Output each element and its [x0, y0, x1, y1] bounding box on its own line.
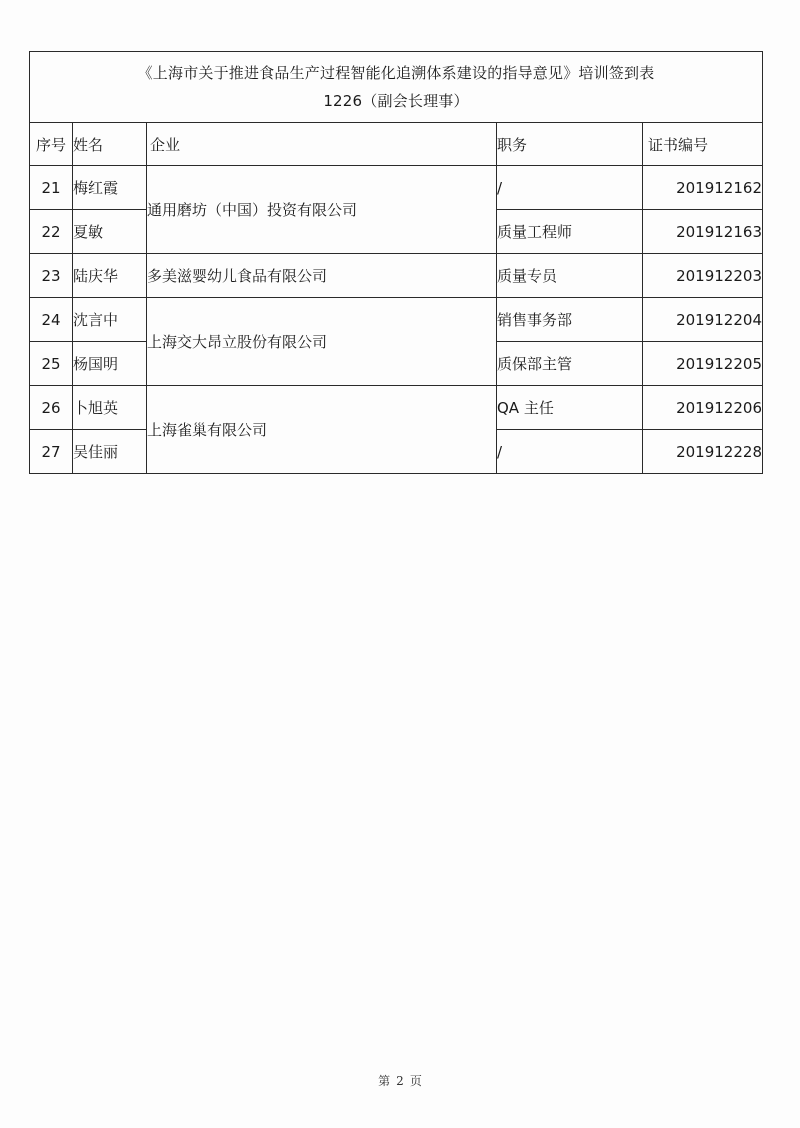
title-line-2: 1226（副会长理事）: [323, 92, 469, 110]
row-company: 多美滋婴幼儿食品有限公司: [147, 254, 497, 298]
row-duty: 质量工程师: [497, 210, 643, 254]
table-row: [30, 166, 763, 210]
row-cert: 201912163: [643, 210, 763, 254]
table-row: [30, 254, 763, 298]
header-duty: 职务: [497, 123, 643, 166]
row-no: 27: [30, 430, 73, 474]
sign-in-table: [29, 51, 763, 474]
page-number-prefix: 第: [378, 1074, 391, 1088]
header-name: 姓名: [73, 123, 147, 166]
row-company: 上海交大昂立股份有限公司: [147, 298, 497, 386]
row-no: 26: [30, 386, 73, 430]
table-title: [30, 52, 763, 123]
row-name: 陆庆华: [73, 254, 147, 298]
row-cert: 201912203: [643, 254, 763, 298]
row-cert: 201912204: [643, 298, 763, 342]
header-cert: 证书编号: [643, 123, 763, 166]
title-line-1: 《上海市关于推进食品生产过程智能化追溯体系建设的指导意见》培训签到表: [137, 64, 655, 82]
page-number-value: 2: [396, 1074, 404, 1088]
page-number-suffix: 页: [409, 1074, 422, 1088]
row-cert: 201912205: [643, 342, 763, 386]
row-no: 23: [30, 254, 73, 298]
header-no: 序号: [30, 123, 73, 166]
row-cert: 201912162: [643, 166, 763, 210]
row-no: 21: [30, 166, 73, 210]
table-header-row: [30, 123, 763, 166]
row-name: 夏敏: [73, 210, 147, 254]
row-name: 吴佳丽: [73, 430, 147, 474]
row-duty: 质保部主管: [497, 342, 643, 386]
row-duty: /: [497, 166, 643, 210]
row-name: 杨国明: [73, 342, 147, 386]
table-row: [30, 386, 763, 430]
row-duty: 销售事务部: [497, 298, 643, 342]
row-name: 卜旭英: [73, 386, 147, 430]
page-number: [0, 1072, 800, 1089]
row-company: 通用磨坊（中国）投资有限公司: [147, 166, 497, 254]
row-name: 梅红霞: [73, 166, 147, 210]
header-company: 企业: [147, 123, 497, 166]
row-cert: 201912228: [643, 430, 763, 474]
row-cert: 201912206: [643, 386, 763, 430]
row-no: 25: [30, 342, 73, 386]
row-company: 上海雀巢有限公司: [147, 386, 497, 474]
row-name: 沈言中: [73, 298, 147, 342]
row-no: 24: [30, 298, 73, 342]
row-duty: QA 主任: [497, 386, 643, 430]
table-row: [30, 298, 763, 342]
row-duty: 质量专员: [497, 254, 643, 298]
row-no: 22: [30, 210, 73, 254]
row-duty: /: [497, 430, 643, 474]
